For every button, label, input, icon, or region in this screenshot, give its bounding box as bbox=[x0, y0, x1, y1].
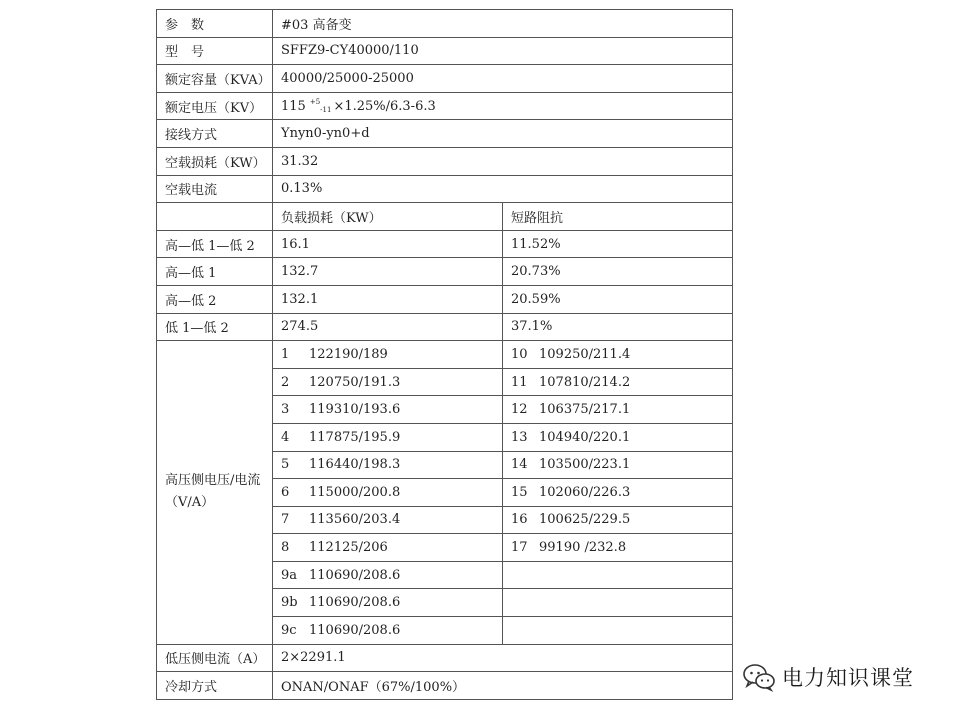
table-row bbox=[157, 175, 733, 203]
tap-index: 7 bbox=[281, 512, 290, 528]
impedance-header: 短路阻抗 bbox=[503, 203, 733, 231]
tap-index: 12 bbox=[511, 402, 528, 418]
tap-value: 109250/211.4 bbox=[539, 346, 631, 362]
tap-index: 16 bbox=[511, 512, 528, 528]
tap-index: 8 bbox=[281, 540, 290, 556]
loss-value: 16.1 bbox=[273, 230, 503, 258]
cooling-label: 冷却方式 bbox=[157, 672, 273, 700]
table-row bbox=[157, 10, 733, 38]
loss-value: 132.1 bbox=[273, 285, 503, 313]
connection-value: Ynyn0-yn0+d bbox=[273, 120, 733, 148]
tap-value: 113560/203.4 bbox=[309, 512, 401, 528]
tap-index: 17 bbox=[511, 540, 528, 556]
tap-value: 102060/226.3 bbox=[539, 484, 631, 500]
tap-cell-right bbox=[503, 341, 733, 369]
tap-value: 120750/191.3 bbox=[309, 374, 401, 390]
tap-value: 110690/208.6 bbox=[309, 595, 401, 611]
tap-value: 106375/217.1 bbox=[539, 402, 631, 418]
impedance-value: 37.1% bbox=[503, 313, 733, 341]
impedance-value: 11.52% bbox=[503, 230, 733, 258]
tap-cell-right bbox=[503, 451, 733, 479]
transformer-parameter-table bbox=[156, 9, 733, 700]
model-label: 型 号 bbox=[157, 37, 273, 65]
tap-cell-right bbox=[503, 589, 733, 617]
watermark-text: 电力知识课堂 bbox=[782, 666, 914, 690]
table-row bbox=[157, 644, 733, 672]
cooling-value: ONAN/ONAF（67%/100%） bbox=[273, 672, 733, 700]
table-row bbox=[157, 65, 733, 93]
tap-value: 107810/214.2 bbox=[539, 374, 631, 390]
rated-capacity-label: 额定容量（KVA） bbox=[157, 65, 273, 93]
table-row bbox=[157, 230, 733, 258]
tap-value: 110690/208.6 bbox=[309, 567, 401, 583]
tap-cell-left bbox=[273, 479, 503, 507]
tap-cell-left bbox=[273, 534, 503, 562]
lv-current-label: 低压侧电流（A） bbox=[157, 644, 273, 672]
table-row bbox=[157, 313, 733, 341]
tap-cell-left bbox=[273, 506, 503, 534]
tap-cell-left bbox=[273, 617, 503, 645]
table-row bbox=[157, 37, 733, 65]
tap-value: 103500/223.1 bbox=[539, 457, 631, 473]
tap-index: 11 bbox=[511, 374, 528, 390]
voltage-rest: ×1.25%/6.3-6.3 bbox=[333, 99, 436, 115]
tap-index: 2 bbox=[281, 374, 290, 390]
model-value: SFFZ9-CY40000/110 bbox=[273, 37, 733, 65]
table-row bbox=[157, 147, 733, 175]
tap-cell-left bbox=[273, 561, 503, 589]
table-row bbox=[157, 120, 733, 148]
tap-index: 4 bbox=[281, 429, 290, 445]
param-label: 参 数 bbox=[157, 10, 273, 38]
tap-cell-right bbox=[503, 534, 733, 562]
tap-index: 15 bbox=[511, 484, 528, 500]
table-row bbox=[157, 258, 733, 286]
tap-index: 10 bbox=[511, 346, 528, 362]
watermark bbox=[742, 662, 932, 692]
loss-value: 274.5 bbox=[273, 313, 503, 341]
loss-row-label: 高—低 1 bbox=[157, 258, 273, 286]
tap-index: 13 bbox=[511, 429, 528, 445]
noload-loss-value: 31.32 bbox=[273, 147, 733, 175]
tap-value: 99190 /232.8 bbox=[539, 540, 627, 556]
tap-cell-left bbox=[273, 589, 503, 617]
impedance-value: 20.59% bbox=[503, 285, 733, 313]
lv-current-value: 2×2291.1 bbox=[273, 644, 733, 672]
voltage-sub: -11 bbox=[320, 106, 332, 115]
tap-index: 14 bbox=[511, 457, 528, 473]
tap-value: 119310/193.6 bbox=[309, 402, 401, 418]
loss-row-label: 高—低 1—低 2 bbox=[157, 230, 273, 258]
tap-value: 112125/206 bbox=[309, 540, 388, 556]
empty-cell bbox=[157, 203, 273, 231]
noload-loss-label: 空载损耗（KW） bbox=[157, 147, 273, 175]
noload-current-value: 0.13% bbox=[273, 175, 733, 203]
tap-index: 3 bbox=[281, 402, 290, 418]
tap-cell-right bbox=[503, 396, 733, 424]
tap-cell-left bbox=[273, 396, 503, 424]
tap-cell-right bbox=[503, 506, 733, 534]
voltage-sup: +5 bbox=[309, 98, 321, 107]
tap-index: 9b bbox=[281, 595, 298, 611]
tap-cell-left bbox=[273, 451, 503, 479]
tap-cell-right bbox=[503, 479, 733, 507]
wechat-icon bbox=[742, 662, 776, 692]
tap-cell-left bbox=[273, 423, 503, 451]
table-row bbox=[157, 672, 733, 700]
tap-cell-left bbox=[273, 368, 503, 396]
load-loss-header: 负载损耗（KW） bbox=[273, 203, 503, 231]
table-row bbox=[157, 341, 733, 369]
loss-row-label: 高—低 2 bbox=[157, 285, 273, 313]
tap-cell-left bbox=[273, 341, 503, 369]
tap-value: 117875/195.9 bbox=[309, 429, 401, 445]
voltage-main: 115 bbox=[281, 99, 306, 115]
rated-voltage-label: 额定电压（KV） bbox=[157, 92, 273, 120]
connection-label: 接线方式 bbox=[157, 120, 273, 148]
tap-index: 9a bbox=[281, 567, 298, 583]
rated-voltage-value bbox=[273, 92, 733, 120]
tap-index: 5 bbox=[281, 457, 290, 473]
table-row bbox=[157, 203, 733, 231]
loss-value: 132.7 bbox=[273, 258, 503, 286]
loss-row-label: 低 1—低 2 bbox=[157, 313, 273, 341]
tap-cell-right bbox=[503, 368, 733, 396]
tap-value: 115000/200.8 bbox=[309, 484, 401, 500]
impedance-value: 20.73% bbox=[503, 258, 733, 286]
tap-value: 104940/220.1 bbox=[539, 429, 631, 445]
tap-cell-right bbox=[503, 617, 733, 645]
tap-index: 1 bbox=[281, 346, 290, 362]
tap-value: 116440/198.3 bbox=[309, 457, 401, 473]
tap-cell-right bbox=[503, 423, 733, 451]
tap-index: 9c bbox=[281, 622, 297, 638]
table-row bbox=[157, 285, 733, 313]
tap-value: 110690/208.6 bbox=[309, 622, 401, 638]
tap-value: 122190/189 bbox=[309, 346, 388, 362]
tap-index: 6 bbox=[281, 484, 290, 500]
rated-capacity-value: 40000/25000-25000 bbox=[273, 65, 733, 93]
table-row bbox=[157, 92, 733, 120]
tap-cell-right bbox=[503, 561, 733, 589]
hv-voltage-current-label: 高压侧电压/电流（V/A） bbox=[157, 341, 273, 645]
tap-value: 100625/229.5 bbox=[539, 512, 631, 528]
param-value: #03 高备变 bbox=[273, 10, 733, 38]
noload-current-label: 空载电流 bbox=[157, 175, 273, 203]
